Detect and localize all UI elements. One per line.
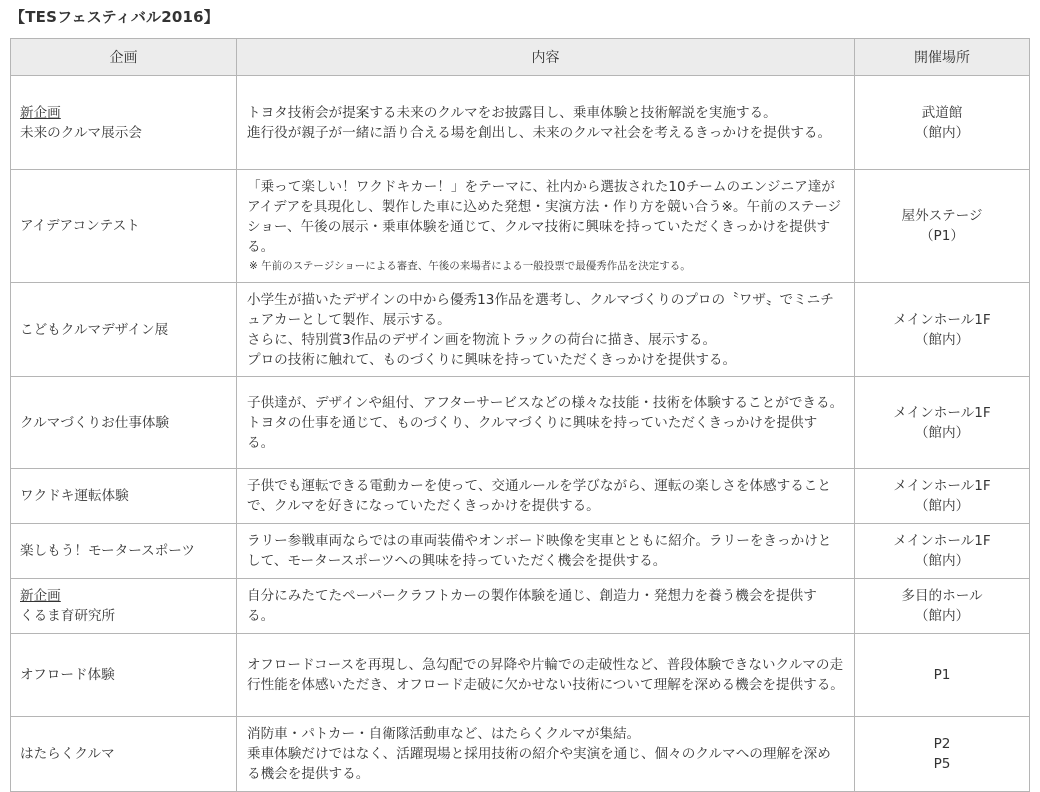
new-plan-tag: 新企画 — [20, 104, 61, 121]
content-cell — [237, 469, 855, 524]
venue-text: P2 P5 — [933, 736, 951, 772]
venue-text: 武道館 （館内） — [914, 104, 970, 141]
venue-cell — [855, 717, 1030, 792]
plan-cell — [11, 283, 237, 377]
venue-text: メインホール1F （館内） — [893, 311, 991, 348]
page-title: 【TESフェスティバル2016】 — [10, 8, 219, 26]
plan-cell — [11, 170, 237, 283]
content-cell — [237, 76, 855, 170]
plan-cell — [11, 76, 237, 170]
venue-cell — [855, 377, 1030, 469]
plan-name: はたらくクルマ — [20, 746, 115, 762]
table-row — [11, 377, 1030, 469]
venue-cell — [855, 469, 1030, 524]
plan-description: 小学生が描いたデザインの中から優秀13作品を選考し、クルマづくりのプロの〝ワザ〟でミニチュアカーとして製作、展示する。 さらに、特別賞3作品のデザイン画を物流トラックの荷台に描き、展示する。 プロの技術に触れて、ものづくりに興味を持っていただくきっかけを提供する。 — [247, 291, 834, 368]
venue-cell — [855, 579, 1030, 634]
venue-text: 多目的ホール （館内） — [901, 588, 983, 624]
plan-cell — [11, 634, 237, 717]
plan-name: くるま育研究所 — [20, 608, 116, 624]
plan-cell — [11, 377, 237, 469]
table-row — [11, 76, 1030, 170]
plan-description: 自分にみたてたペーパークラフトカーの製作体験を通じ、創造力・発想力を養う機会を提供する。 — [247, 588, 817, 624]
plan-name: こどもクルマデザイン展 — [20, 321, 169, 338]
table-row — [11, 717, 1030, 792]
table-row — [11, 524, 1030, 579]
plan-name: ワクドキ運転体験 — [20, 488, 129, 504]
content-cell — [237, 524, 855, 579]
table-row — [11, 469, 1030, 524]
plan-cell — [11, 524, 237, 579]
plan-cell — [11, 717, 237, 792]
venue-text: メインホール1F （館内） — [893, 478, 991, 514]
plan-description: ラリー参戦車両ならではの車両装備やオンボード映像を実車とともに紹介。ラリーをきっかけとして、モータースポーツへの興味を持っていただく機会を提供する。 — [247, 533, 832, 569]
table-row — [11, 634, 1030, 717]
plan-description: 子供でも運転できる電動カーを使って、交通ルールを学びながら、運転の楽しさを体感することで、クルマを好きになっていただくきっかけを提供する。 — [247, 478, 831, 514]
venue-cell — [855, 170, 1030, 283]
table-row — [11, 170, 1030, 283]
new-plan-tag: 新企画 — [20, 588, 61, 604]
plan-name: オフロード体験 — [20, 667, 115, 683]
plan-description: 消防車・パトカー・自衛隊活動車など、はたらくクルマが集結。 乗車体験だけではなく、活躍現場と採用技術の紹介や実演を通じ、個々のクルマへの理解を深める機会を提供する。 — [247, 726, 831, 782]
content-cell — [237, 634, 855, 717]
column-header-content: 内容 — [237, 39, 855, 76]
plan-cell — [11, 579, 237, 634]
content-cell — [237, 170, 855, 283]
venue-text: 屋外ステージ （P1） — [901, 208, 983, 244]
venue-text: メインホール1F （館内） — [893, 533, 991, 569]
plan-description: トヨタ技術会が提案する未来のクルマをお披露目し、乗車体験と技術解説を実施する。 進行役が親子が一緒に語り合える場を創出し、未来のクルマ社会を考えるきっかけを提供する。 — [247, 104, 832, 141]
plan-description: 子供達が、デザインや組付、アフターサービスなどの様々な技能・技術を体験することができる。 トヨタの仕事を通じて、ものづくり、クルマづくりに興味を持っていただくきっかけを提供する。 — [247, 394, 844, 451]
column-header-plan: 企画 — [11, 39, 237, 76]
venue-text: メインホール1F （館内） — [893, 404, 991, 441]
content-cell — [237, 283, 855, 377]
plan-description: 「乗って楽しい！ワクドキカー！」をテーマに、社内から選抜された10チームのエンジニア達がアイデアを具現化し、製作した車に込めた発想・実演方法・作り方を競い合う※。午前のステージショー、午後の展示・乗車体験を通じて、クルマ技術に興味を持っていただくきっかけを提供する。 — [247, 179, 842, 255]
table-header-row — [11, 39, 1030, 76]
venue-text: P1 — [933, 667, 951, 683]
column-header-venue: 開催場所 — [855, 39, 1030, 76]
venue-cell — [855, 76, 1030, 170]
plan-name: 楽しもう！モータースポーツ — [20, 543, 195, 559]
plan-description: オフロードコースを再現し、急勾配での昇降や片輪での走破性など、普段体験できないクルマの走行性能を体感いただき、オフロード走破に欠かせない技術について理解を深める機会を提供する。 — [247, 657, 844, 693]
table-row — [11, 579, 1030, 634]
plan-name: アイデアコンテスト — [20, 218, 140, 234]
plan-name: クルマづくりお仕事体験 — [20, 414, 170, 431]
festival-program-table — [10, 38, 1030, 792]
table-row — [11, 283, 1030, 377]
plan-footnote: ※ 午前のステージショーによる審査、午後の来場者による一般投票で最優秀作品を決定する。 — [249, 260, 691, 272]
content-cell — [237, 377, 855, 469]
venue-cell — [855, 283, 1030, 377]
venue-cell — [855, 634, 1030, 717]
plan-cell — [11, 469, 237, 524]
content-cell — [237, 579, 855, 634]
plan-name: 未来のクルマ展示会 — [20, 124, 142, 141]
venue-cell — [855, 524, 1030, 579]
content-cell — [237, 717, 855, 792]
